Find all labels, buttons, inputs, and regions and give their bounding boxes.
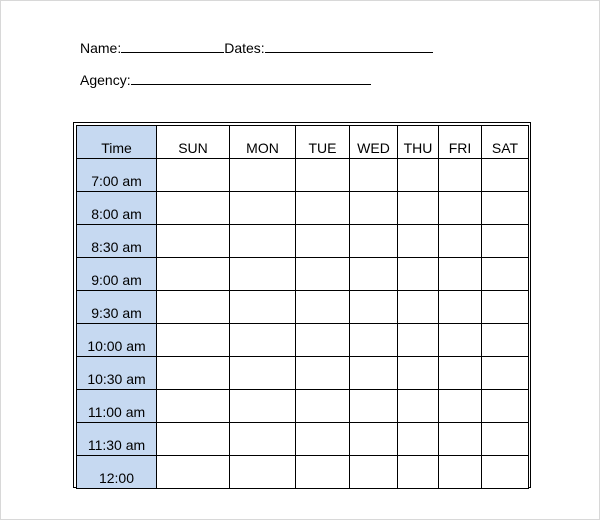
slot-cell-sun[interactable] [157, 357, 230, 390]
slot-cell-mon[interactable] [230, 159, 296, 192]
slot-cell-sun[interactable] [157, 258, 230, 291]
slot-cell-thu[interactable] [398, 192, 439, 225]
day-header-fri: FRI [439, 126, 482, 159]
slot-cell-thu[interactable] [398, 357, 439, 390]
slot-cell-mon[interactable] [230, 291, 296, 324]
slot-cell-fri[interactable] [439, 324, 482, 357]
slot-cell-mon[interactable] [230, 390, 296, 423]
time-cell: 8:30 am [77, 225, 157, 258]
slot-cell-sun[interactable] [157, 192, 230, 225]
slot-cell-wed[interactable] [350, 423, 398, 456]
slot-cell-fri[interactable] [439, 258, 482, 291]
slot-cell-sat[interactable] [482, 390, 529, 423]
slot-cell-tue[interactable] [296, 456, 350, 489]
slot-cell-wed[interactable] [350, 390, 398, 423]
day-header-tue: TUE [296, 126, 350, 159]
name-field[interactable] [121, 39, 224, 53]
time-cell: 8:00 am [77, 192, 157, 225]
slot-cell-fri[interactable] [439, 390, 482, 423]
table-row [77, 423, 529, 456]
slot-cell-thu[interactable] [398, 159, 439, 192]
day-header-wed: WED [350, 126, 398, 159]
slot-cell-sat[interactable] [482, 423, 529, 456]
schedule-table [76, 125, 529, 489]
slot-cell-thu[interactable] [398, 324, 439, 357]
slot-cell-sat[interactable] [482, 357, 529, 390]
time-cell: 11:00 am [77, 390, 157, 423]
slot-cell-wed[interactable] [350, 456, 398, 489]
slot-cell-sat[interactable] [482, 291, 529, 324]
slot-cell-tue[interactable] [296, 357, 350, 390]
name-label: Name: [80, 40, 122, 56]
dates-label: Dates: [224, 40, 265, 56]
slot-cell-sun[interactable] [157, 225, 230, 258]
schedule-table-frame [73, 122, 531, 488]
time-cell: 10:00 am [77, 324, 157, 357]
slot-cell-thu[interactable] [398, 258, 439, 291]
slot-cell-mon[interactable] [230, 423, 296, 456]
table-row [77, 225, 529, 258]
agency-line [80, 71, 371, 88]
slot-cell-fri[interactable] [439, 357, 482, 390]
time-cell: 10:30 am [77, 357, 157, 390]
slot-cell-wed[interactable] [350, 357, 398, 390]
slot-cell-wed[interactable] [350, 324, 398, 357]
slot-cell-sat[interactable] [482, 258, 529, 291]
table-row [77, 357, 529, 390]
slot-cell-wed[interactable] [350, 225, 398, 258]
dates-field[interactable] [265, 39, 433, 53]
slot-cell-fri[interactable] [439, 159, 482, 192]
table-row [77, 324, 529, 357]
slot-cell-mon[interactable] [230, 456, 296, 489]
slot-cell-tue[interactable] [296, 258, 350, 291]
slot-cell-sat[interactable] [482, 456, 529, 489]
slot-cell-tue[interactable] [296, 159, 350, 192]
agency-label: Agency: [80, 72, 131, 88]
slot-cell-tue[interactable] [296, 225, 350, 258]
slot-cell-sun[interactable] [157, 324, 230, 357]
slot-cell-tue[interactable] [296, 192, 350, 225]
slot-cell-sun[interactable] [157, 291, 230, 324]
slot-cell-sun[interactable] [157, 390, 230, 423]
table-row [77, 390, 529, 423]
slot-cell-wed[interactable] [350, 291, 398, 324]
slot-cell-sun[interactable] [157, 456, 230, 489]
time-cell: 9:00 am [77, 258, 157, 291]
slot-cell-tue[interactable] [296, 291, 350, 324]
slot-cell-thu[interactable] [398, 390, 439, 423]
slot-cell-sat[interactable] [482, 159, 529, 192]
slot-cell-sat[interactable] [482, 192, 529, 225]
slot-cell-fri[interactable] [439, 225, 482, 258]
slot-cell-thu[interactable] [398, 291, 439, 324]
slot-cell-tue[interactable] [296, 390, 350, 423]
time-cell: 9:30 am [77, 291, 157, 324]
day-header-mon: MON [230, 126, 296, 159]
slot-cell-sun[interactable] [157, 159, 230, 192]
slot-cell-tue[interactable] [296, 324, 350, 357]
slot-cell-wed[interactable] [350, 258, 398, 291]
agency-field[interactable] [131, 71, 371, 85]
table-row [77, 456, 529, 489]
day-header-sun: SUN [157, 126, 230, 159]
table-row [77, 159, 529, 192]
table-row [77, 258, 529, 291]
slot-cell-sun[interactable] [157, 423, 230, 456]
schedule-body [77, 159, 529, 489]
slot-cell-mon[interactable] [230, 192, 296, 225]
slot-cell-thu[interactable] [398, 225, 439, 258]
slot-cell-mon[interactable] [230, 324, 296, 357]
day-header-thu: THU [398, 126, 439, 159]
name-dates-line [80, 39, 433, 56]
slot-cell-mon[interactable] [230, 357, 296, 390]
table-row [77, 291, 529, 324]
slot-cell-mon[interactable] [230, 258, 296, 291]
slot-cell-thu[interactable] [398, 423, 439, 456]
slot-cell-wed[interactable] [350, 159, 398, 192]
time-cell: 12:00 [77, 456, 157, 489]
time-cell: 11:30 am [77, 423, 157, 456]
slot-cell-sat[interactable] [482, 324, 529, 357]
time-cell: 7:00 am [77, 159, 157, 192]
slot-cell-thu[interactable] [398, 456, 439, 489]
slot-cell-fri[interactable] [439, 192, 482, 225]
day-header-sat: SAT [482, 126, 529, 159]
slot-cell-sat[interactable] [482, 225, 529, 258]
slot-cell-tue[interactable] [296, 423, 350, 456]
slot-cell-fri[interactable] [439, 291, 482, 324]
slot-cell-fri[interactable] [439, 456, 482, 489]
time-column-header: Time [77, 126, 157, 159]
table-row [77, 192, 529, 225]
slot-cell-wed[interactable] [350, 192, 398, 225]
slot-cell-fri[interactable] [439, 423, 482, 456]
header-row [77, 126, 529, 159]
slot-cell-mon[interactable] [230, 225, 296, 258]
